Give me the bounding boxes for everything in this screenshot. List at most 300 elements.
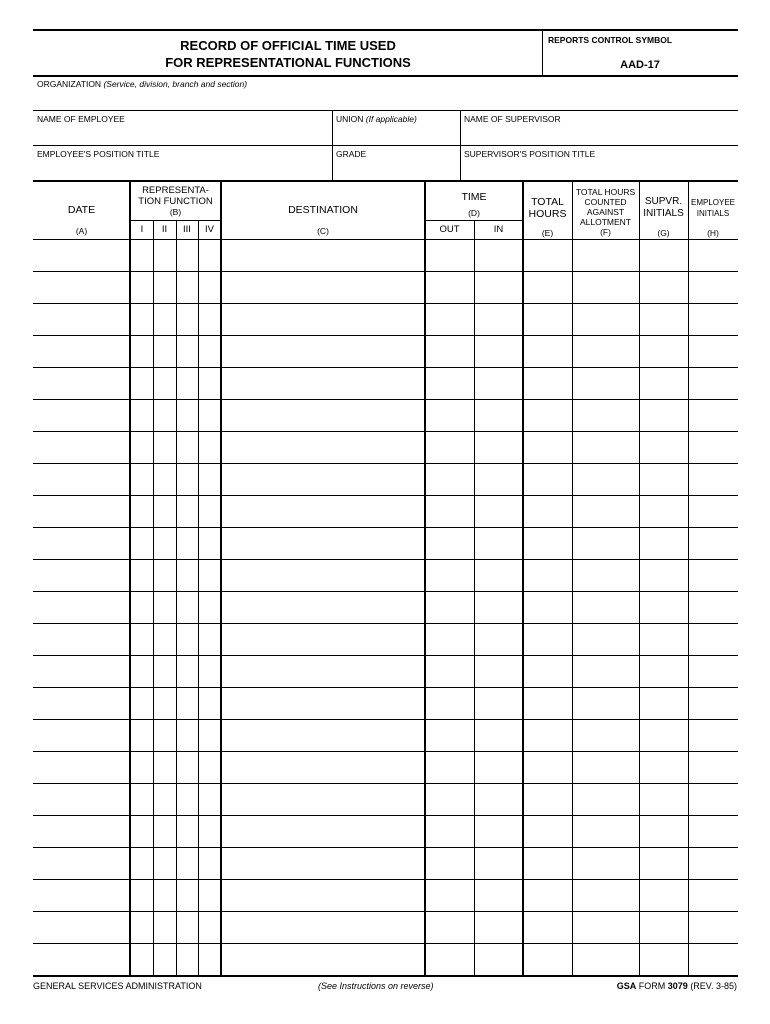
- cell-supvr-initials[interactable]: [640, 944, 687, 974]
- cell-counted-hours[interactable]: [573, 240, 638, 270]
- cell-rep-iv[interactable]: [199, 240, 220, 270]
- cell-rep-ii[interactable]: [154, 336, 175, 366]
- cell-date[interactable]: [34, 304, 129, 334]
- cell-counted-hours[interactable]: [573, 496, 638, 526]
- cell-time-out[interactable]: [426, 880, 473, 910]
- cell-rep-iii[interactable]: [177, 496, 197, 526]
- organization-field[interactable]: [37, 79, 247, 89]
- cell-destination[interactable]: [222, 912, 424, 942]
- cell-time-in[interactable]: [475, 560, 522, 590]
- cell-rep-iii[interactable]: [177, 752, 197, 782]
- cell-rep-ii[interactable]: [154, 880, 175, 910]
- cell-destination[interactable]: [222, 752, 424, 782]
- cell-destination[interactable]: [222, 784, 424, 814]
- cell-time-in[interactable]: [475, 752, 522, 782]
- cell-date[interactable]: [34, 400, 129, 430]
- cell-rep-i[interactable]: [131, 240, 152, 270]
- cell-rep-iii[interactable]: [177, 848, 197, 878]
- cell-destination[interactable]: [222, 368, 424, 398]
- cell-employee-initials[interactable]: [689, 272, 737, 302]
- cell-rep-ii[interactable]: [154, 528, 175, 558]
- cell-rep-i[interactable]: [131, 784, 152, 814]
- cell-time-in[interactable]: [475, 848, 522, 878]
- cell-destination[interactable]: [222, 720, 424, 750]
- cell-rep-iii[interactable]: [177, 368, 197, 398]
- cell-total-hours[interactable]: [524, 432, 571, 462]
- cell-rep-iii[interactable]: [177, 880, 197, 910]
- cell-destination[interactable]: [222, 400, 424, 430]
- cell-rep-iii[interactable]: [177, 688, 197, 718]
- cell-rep-i[interactable]: [131, 400, 152, 430]
- cell-date[interactable]: [34, 784, 129, 814]
- cell-counted-hours[interactable]: [573, 944, 638, 974]
- cell-rep-iii[interactable]: [177, 656, 197, 686]
- cell-employee-initials[interactable]: [689, 432, 737, 462]
- cell-time-out[interactable]: [426, 752, 473, 782]
- cell-employee-initials[interactable]: [689, 784, 737, 814]
- cell-rep-i[interactable]: [131, 752, 152, 782]
- cell-time-out[interactable]: [426, 368, 473, 398]
- cell-employee-initials[interactable]: [689, 400, 737, 430]
- cell-time-out[interactable]: [426, 624, 473, 654]
- cell-time-in[interactable]: [475, 528, 522, 558]
- footer-revision: (REV. 3-85): [690, 981, 737, 991]
- cell-rep-i[interactable]: [131, 880, 152, 910]
- cell-total-hours[interactable]: [524, 496, 571, 526]
- cell-rep-iv[interactable]: [199, 688, 220, 718]
- cell-date[interactable]: [34, 880, 129, 910]
- cell-time-in[interactable]: [475, 496, 522, 526]
- cell-rep-ii[interactable]: [154, 656, 175, 686]
- cell-total-hours[interactable]: [524, 400, 571, 430]
- cell-destination[interactable]: [222, 848, 424, 878]
- cell-employee-initials[interactable]: [689, 688, 737, 718]
- cell-time-out[interactable]: [426, 784, 473, 814]
- cell-time-out[interactable]: [426, 560, 473, 590]
- cell-rep-ii[interactable]: [154, 688, 175, 718]
- cell-total-hours[interactable]: [524, 304, 571, 334]
- cell-employee-initials[interactable]: [689, 880, 737, 910]
- cell-time-out[interactable]: [426, 816, 473, 846]
- cell-employee-initials[interactable]: [689, 816, 737, 846]
- cell-rep-iii[interactable]: [177, 944, 197, 974]
- cell-rep-iv[interactable]: [199, 752, 220, 782]
- cell-total-hours[interactable]: [524, 752, 571, 782]
- footer-form-number: 3079: [667, 981, 688, 991]
- cell-rep-i[interactable]: [131, 496, 152, 526]
- cell-time-in[interactable]: [475, 432, 522, 462]
- cell-rep-i[interactable]: [131, 528, 152, 558]
- cell-rep-iii[interactable]: [177, 816, 197, 846]
- cell-rep-i[interactable]: [131, 912, 152, 942]
- col-time-header: TIME: [461, 191, 487, 203]
- cell-date[interactable]: [34, 656, 129, 686]
- cell-date[interactable]: [34, 496, 129, 526]
- cell-time-in[interactable]: [475, 656, 522, 686]
- cell-total-hours[interactable]: [524, 336, 571, 366]
- cell-rep-i[interactable]: [131, 688, 152, 718]
- col-total-header: [523, 196, 572, 220]
- cell-date[interactable]: [34, 816, 129, 846]
- cell-counted-hours[interactable]: [573, 560, 638, 590]
- cell-supvr-initials[interactable]: [640, 272, 687, 302]
- cell-total-hours[interactable]: [524, 240, 571, 270]
- cell-time-in[interactable]: [475, 336, 522, 366]
- cell-date[interactable]: [34, 240, 129, 270]
- cell-rep-i[interactable]: [131, 272, 152, 302]
- cell-rep-iii[interactable]: [177, 784, 197, 814]
- cell-time-out[interactable]: [426, 272, 473, 302]
- cell-supvr-initials[interactable]: [640, 688, 687, 718]
- cell-time-out[interactable]: [426, 592, 473, 622]
- cell-time-out[interactable]: [426, 912, 473, 942]
- cell-rep-ii[interactable]: [154, 592, 175, 622]
- cell-rep-iii[interactable]: [177, 336, 197, 366]
- cell-time-out[interactable]: [426, 432, 473, 462]
- cell-time-out[interactable]: [426, 528, 473, 558]
- cell-rep-iv[interactable]: [199, 880, 220, 910]
- position-title-field[interactable]: [37, 149, 159, 159]
- cell-total-hours[interactable]: [524, 848, 571, 878]
- cell-supvr-initials[interactable]: [640, 464, 687, 494]
- cell-destination[interactable]: [222, 464, 424, 494]
- cell-date[interactable]: [34, 848, 129, 878]
- rep-sub-iv: IV: [205, 224, 214, 235]
- cell-rep-iv[interactable]: [199, 624, 220, 654]
- cell-total-hours[interactable]: [524, 592, 571, 622]
- cell-rep-i[interactable]: [131, 464, 152, 494]
- cell-destination[interactable]: [222, 240, 424, 270]
- grade-field[interactable]: [336, 149, 366, 159]
- cell-employee-initials[interactable]: [689, 624, 737, 654]
- cell-rep-i[interactable]: [131, 816, 152, 846]
- cell-employee-initials[interactable]: [689, 336, 737, 366]
- cell-rep-iv[interactable]: [199, 816, 220, 846]
- cell-rep-ii[interactable]: [154, 784, 175, 814]
- cell-date[interactable]: [34, 624, 129, 654]
- cell-destination[interactable]: [222, 432, 424, 462]
- cell-destination[interactable]: [222, 880, 424, 910]
- cell-supvr-initials[interactable]: [640, 400, 687, 430]
- cell-supvr-initials[interactable]: [640, 912, 687, 942]
- cell-rep-iii[interactable]: [177, 272, 197, 302]
- cell-time-in[interactable]: [475, 304, 522, 334]
- cell-time-out[interactable]: [426, 400, 473, 430]
- cell-supvr-initials[interactable]: [640, 528, 687, 558]
- footer-form-word: FORM: [638, 981, 666, 991]
- cell-supvr-initials[interactable]: [640, 240, 687, 270]
- cell-supvr-initials[interactable]: [640, 560, 687, 590]
- cell-total-hours[interactable]: [524, 880, 571, 910]
- cell-rep-ii[interactable]: [154, 912, 175, 942]
- col-supvr-code: (G): [657, 228, 670, 238]
- cell-rep-iii[interactable]: [177, 624, 197, 654]
- cell-rep-iv[interactable]: [199, 272, 220, 302]
- cell-rep-i[interactable]: [131, 560, 152, 590]
- col-emp-code: (H): [707, 228, 719, 238]
- cell-supvr-initials[interactable]: [640, 656, 687, 686]
- cell-destination[interactable]: [222, 304, 424, 334]
- cell-counted-hours[interactable]: [573, 592, 638, 622]
- cell-time-out[interactable]: [426, 240, 473, 270]
- cell-date[interactable]: [34, 752, 129, 782]
- cell-rep-iii[interactable]: [177, 240, 197, 270]
- cell-time-out[interactable]: [426, 688, 473, 718]
- cell-destination[interactable]: [222, 592, 424, 622]
- cell-total-hours[interactable]: [524, 912, 571, 942]
- cell-destination[interactable]: [222, 944, 424, 974]
- name-of-supervisor-field[interactable]: [464, 114, 561, 124]
- cell-rep-iv[interactable]: [199, 464, 220, 494]
- cell-employee-initials[interactable]: [689, 752, 737, 782]
- cell-destination[interactable]: [222, 624, 424, 654]
- cell-rep-ii[interactable]: [154, 816, 175, 846]
- supervisor-position-label: SUPERVISOR'S POSITION TITLE: [464, 149, 596, 159]
- cell-supvr-initials[interactable]: [640, 304, 687, 334]
- cell-employee-initials[interactable]: [689, 464, 737, 494]
- cell-rep-iv[interactable]: [199, 720, 220, 750]
- cell-rep-ii[interactable]: [154, 560, 175, 590]
- cell-rep-ii[interactable]: [154, 464, 175, 494]
- cell-rep-iii[interactable]: [177, 912, 197, 942]
- cell-destination[interactable]: [222, 656, 424, 686]
- cell-rep-ii[interactable]: [154, 240, 175, 270]
- cell-rep-iv[interactable]: [199, 912, 220, 942]
- cell-supvr-initials[interactable]: [640, 336, 687, 366]
- cell-supvr-initials[interactable]: [640, 368, 687, 398]
- cell-time-out[interactable]: [426, 304, 473, 334]
- cell-date[interactable]: [34, 912, 129, 942]
- cell-rep-ii[interactable]: [154, 944, 175, 974]
- cell-rep-i[interactable]: [131, 592, 152, 622]
- rep-sub-i: I: [140, 224, 144, 235]
- cell-time-in[interactable]: [475, 592, 522, 622]
- cell-total-hours[interactable]: [524, 368, 571, 398]
- cell-rep-i[interactable]: [131, 848, 152, 878]
- cell-supvr-initials[interactable]: [640, 496, 687, 526]
- cell-counted-hours[interactable]: [573, 784, 638, 814]
- cell-rep-iv[interactable]: [199, 656, 220, 686]
- cell-destination[interactable]: [222, 560, 424, 590]
- cell-counted-hours[interactable]: [573, 272, 638, 302]
- cell-rep-i[interactable]: [131, 720, 152, 750]
- cell-rep-iv[interactable]: [199, 304, 220, 334]
- cell-rep-ii[interactable]: [154, 304, 175, 334]
- cell-rep-iv[interactable]: [199, 368, 220, 398]
- cell-employee-initials[interactable]: [689, 944, 737, 974]
- cell-supvr-initials[interactable]: [640, 720, 687, 750]
- cell-employee-initials[interactable]: [689, 368, 737, 398]
- cell-rep-iv[interactable]: [199, 528, 220, 558]
- cell-date[interactable]: [34, 272, 129, 302]
- cell-rep-ii[interactable]: [154, 400, 175, 430]
- cell-total-hours[interactable]: [524, 944, 571, 974]
- cell-destination[interactable]: [222, 272, 424, 302]
- cell-employee-initials[interactable]: [689, 560, 737, 590]
- union-field[interactable]: [336, 114, 417, 124]
- cell-counted-hours[interactable]: [573, 368, 638, 398]
- cell-employee-initials[interactable]: [689, 496, 737, 526]
- cell-counted-hours[interactable]: [573, 912, 638, 942]
- cell-counted-hours[interactable]: [573, 880, 638, 910]
- cell-date[interactable]: [34, 688, 129, 718]
- cell-rep-iv[interactable]: [199, 336, 220, 366]
- cell-rep-iii[interactable]: [177, 560, 197, 590]
- cell-date[interactable]: [34, 560, 129, 590]
- cell-counted-hours[interactable]: [573, 624, 638, 654]
- cell-rep-iv[interactable]: [199, 848, 220, 878]
- cell-supvr-initials[interactable]: [640, 848, 687, 878]
- cell-rep-i[interactable]: [131, 432, 152, 462]
- cell-rep-i[interactable]: [131, 304, 152, 334]
- names-bottom-line: [33, 145, 738, 146]
- cell-rep-iii[interactable]: [177, 464, 197, 494]
- cell-counted-hours[interactable]: [573, 336, 638, 366]
- title-line-1: RECORD OF OFFICIAL TIME USED: [180, 38, 396, 53]
- cell-counted-hours[interactable]: [573, 464, 638, 494]
- cell-time-out[interactable]: [426, 720, 473, 750]
- cell-rep-ii[interactable]: [154, 432, 175, 462]
- cell-rep-ii[interactable]: [154, 624, 175, 654]
- cell-destination[interactable]: [222, 528, 424, 558]
- cell-time-in[interactable]: [475, 240, 522, 270]
- cell-employee-initials[interactable]: [689, 304, 737, 334]
- cell-time-out[interactable]: [426, 944, 473, 974]
- cell-date[interactable]: [34, 464, 129, 494]
- cell-time-in[interactable]: [475, 720, 522, 750]
- cell-total-hours[interactable]: [524, 688, 571, 718]
- cell-rep-iii[interactable]: [177, 592, 197, 622]
- cell-total-hours[interactable]: [524, 656, 571, 686]
- cell-counted-hours[interactable]: [573, 688, 638, 718]
- cell-rep-ii[interactable]: [154, 272, 175, 302]
- cell-supvr-initials[interactable]: [640, 784, 687, 814]
- cell-rep-ii[interactable]: [154, 720, 175, 750]
- cell-counted-hours[interactable]: [573, 400, 638, 430]
- cell-rep-iv[interactable]: [199, 432, 220, 462]
- col-emp-line-1: EMPLOYEE: [690, 198, 735, 207]
- cell-rep-i[interactable]: [131, 944, 152, 974]
- cell-employee-initials[interactable]: [689, 656, 737, 686]
- cell-supvr-initials[interactable]: [640, 816, 687, 846]
- cell-total-hours[interactable]: [524, 720, 571, 750]
- cell-employee-initials[interactable]: [689, 528, 737, 558]
- cell-destination[interactable]: [222, 336, 424, 366]
- cell-total-hours[interactable]: [524, 464, 571, 494]
- cell-employee-initials[interactable]: [689, 720, 737, 750]
- cell-supvr-initials[interactable]: [640, 432, 687, 462]
- col-emp-header: [688, 197, 738, 219]
- cell-supvr-initials[interactable]: [640, 624, 687, 654]
- cell-employee-initials[interactable]: [689, 592, 737, 622]
- cell-employee-initials[interactable]: [689, 848, 737, 878]
- cell-time-in[interactable]: [475, 944, 522, 974]
- supervisor-position-field[interactable]: [464, 149, 595, 159]
- cell-supvr-initials[interactable]: [640, 880, 687, 910]
- cell-time-in[interactable]: [475, 368, 522, 398]
- cell-date[interactable]: [34, 528, 129, 558]
- cell-total-hours[interactable]: [524, 816, 571, 846]
- cell-date[interactable]: [34, 720, 129, 750]
- cell-destination[interactable]: [222, 688, 424, 718]
- cell-counted-hours[interactable]: [573, 656, 638, 686]
- cell-counted-hours[interactable]: [573, 816, 638, 846]
- cell-rep-ii[interactable]: [154, 848, 175, 878]
- cell-date[interactable]: [34, 336, 129, 366]
- cell-employee-initials[interactable]: [689, 240, 737, 270]
- cell-rep-iv[interactable]: [199, 560, 220, 590]
- cell-destination[interactable]: [222, 816, 424, 846]
- cell-employee-initials[interactable]: [689, 912, 737, 942]
- cell-date[interactable]: [34, 944, 129, 974]
- cell-date[interactable]: [34, 592, 129, 622]
- cell-time-in[interactable]: [475, 624, 522, 654]
- cell-rep-iii[interactable]: [177, 720, 197, 750]
- cell-time-in[interactable]: [475, 688, 522, 718]
- cell-rep-iii[interactable]: [177, 528, 197, 558]
- cell-rep-i[interactable]: [131, 368, 152, 398]
- cell-total-hours[interactable]: [524, 528, 571, 558]
- cell-time-out[interactable]: [426, 464, 473, 494]
- cell-rep-iii[interactable]: [177, 400, 197, 430]
- cell-rep-iii[interactable]: [177, 304, 197, 334]
- name-of-employee-field[interactable]: [37, 114, 125, 124]
- cell-time-out[interactable]: [426, 656, 473, 686]
- cell-rep-ii[interactable]: [154, 368, 175, 398]
- cell-rep-i[interactable]: [131, 336, 152, 366]
- cell-counted-hours[interactable]: [573, 304, 638, 334]
- cell-counted-hours[interactable]: [573, 432, 638, 462]
- cell-counted-hours[interactable]: [573, 720, 638, 750]
- cell-rep-ii[interactable]: [154, 496, 175, 526]
- cell-rep-ii[interactable]: [154, 752, 175, 782]
- cell-supvr-initials[interactable]: [640, 752, 687, 782]
- cell-rep-i[interactable]: [131, 624, 152, 654]
- cell-total-hours[interactable]: [524, 272, 571, 302]
- cell-total-hours[interactable]: [524, 624, 571, 654]
- cell-rep-iv[interactable]: [199, 944, 220, 974]
- cell-date[interactable]: [34, 368, 129, 398]
- cell-counted-hours[interactable]: [573, 848, 638, 878]
- cell-time-in[interactable]: [475, 816, 522, 846]
- cell-counted-hours[interactable]: [573, 528, 638, 558]
- cell-time-in[interactable]: [475, 784, 522, 814]
- cell-rep-iv[interactable]: [199, 496, 220, 526]
- col-emp-line-2: INITIALS: [696, 209, 730, 218]
- cell-rep-iv[interactable]: [199, 784, 220, 814]
- cell-rep-iii[interactable]: [177, 432, 197, 462]
- cell-time-in[interactable]: [475, 880, 522, 910]
- cell-time-out[interactable]: [426, 336, 473, 366]
- cell-time-in[interactable]: [475, 400, 522, 430]
- cell-supvr-initials[interactable]: [640, 592, 687, 622]
- cell-time-out[interactable]: [426, 848, 473, 878]
- cell-time-in[interactable]: [475, 464, 522, 494]
- cell-rep-i[interactable]: [131, 656, 152, 686]
- organization-label: ORGANIZATION: [37, 79, 102, 89]
- cell-counted-hours[interactable]: [573, 752, 638, 782]
- cell-time-out[interactable]: [426, 496, 473, 526]
- cell-rep-iv[interactable]: [199, 592, 220, 622]
- cell-total-hours[interactable]: [524, 560, 571, 590]
- cell-destination[interactable]: [222, 496, 424, 526]
- cell-date[interactable]: [34, 432, 129, 462]
- cell-time-in[interactable]: [475, 272, 522, 302]
- cell-total-hours[interactable]: [524, 784, 571, 814]
- cell-time-in[interactable]: [475, 912, 522, 942]
- col-dest-code: (C): [317, 226, 329, 236]
- cell-rep-iv[interactable]: [199, 400, 220, 430]
